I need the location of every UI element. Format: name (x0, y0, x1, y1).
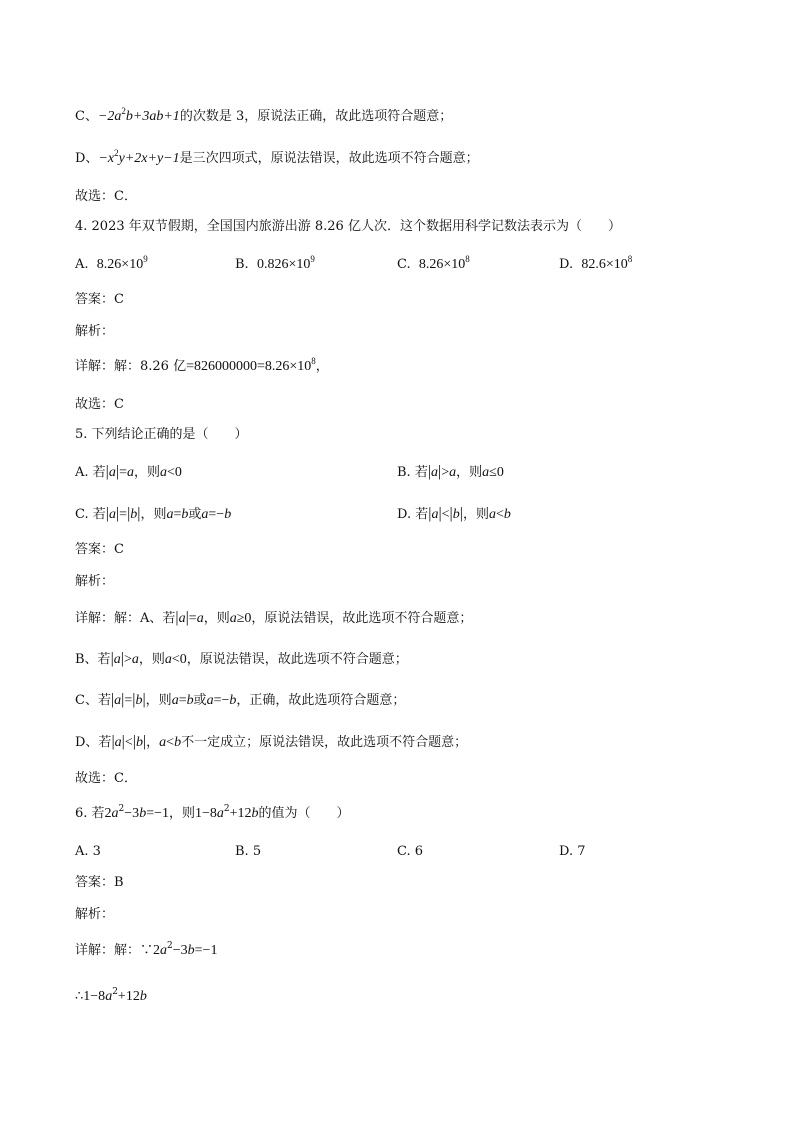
q5-option-b[interactable]: B. 若|a|>a，则a≤0 (397, 463, 504, 480)
q6-option-a[interactable]: A. 3 (75, 844, 101, 859)
q5-detail-c: C、若|a|=|b|，则a=b或a=−b，正确，故此选项符合题意； (75, 691, 406, 708)
q5-option-d[interactable]: D. 若|a|<|b|，则a<b (397, 505, 511, 522)
q6-option-c[interactable]: C. 6 (397, 844, 424, 859)
q5-detail-d: D、若|a|<|b|，a<b不一定成立；原说法错误，故此选项不符合题意； (75, 733, 468, 750)
q3-option-c-explanation (75, 108, 452, 126)
math-expression: $-2a^2b+3ab+1$ (97, 106, 180, 124)
q3-selection: 故选：C． (75, 189, 137, 204)
question-6-stem: 6. 若$2a^2-3b=-1$，则$1-8a^2+12b$的值为（ ） (75, 804, 350, 821)
q5-detail-a: 详解：解：A、若|a|=a，则a≥0，原说法错误，故此选项不符合题意； (75, 609, 473, 626)
q4-option-d[interactable]: D. $82.6\times 10^8$ (559, 254, 633, 272)
question-5-stem: 5. 下列结论正确的是（ ） (75, 427, 248, 442)
q4-option-a[interactable]: A. $8.26\times 10^9$ (75, 254, 148, 272)
q5-answer: 答案：C (75, 542, 124, 557)
q3-option-d-explanation (75, 150, 479, 168)
option-c-prefix: C、 (75, 109, 98, 124)
q4-option-b[interactable]: B. $0.826\times 10^9$ (235, 254, 315, 272)
q5-analysis-label: 解析： (75, 574, 115, 589)
q5-selection: 故选：C． (75, 771, 137, 786)
explanation-text: 是三次四项式，原说法错误，故此选项不符合题意； (179, 151, 479, 166)
q4-answer: 答案：C (75, 292, 124, 307)
q5-option-a[interactable]: A. 若|a|=a，则a<0 (75, 463, 182, 480)
q4-option-c[interactable]: C. $8.26\times 10^8$ (397, 254, 470, 272)
q5-detail-b: B、若|a|>a，则a<0，原说法错误，故此选项不符合题意； (75, 650, 408, 667)
question-4-stem: 4. 2023 年双节假期，全国国内旅游出游 8.26 亿人次．这个数据用科学记数法表示为（ ） (75, 219, 621, 234)
q6-answer: 答案：B (75, 875, 124, 890)
explanation-text: 的次数是 3，原说法正确，故此选项符合题意； (179, 109, 453, 124)
q4-selection: 故选：C (75, 397, 124, 412)
math-expression: $-x^2y+2x+y-1$ (98, 148, 180, 166)
q6-analysis-label: 解析： (75, 907, 115, 922)
q5-option-c[interactable]: C. 若|a|=|b|，则a=b或a=−b (75, 505, 232, 522)
q6-detail-2: $\therefore 1-8a^2+12b$ (75, 987, 147, 1004)
q6-option-d[interactable]: D. 7 (559, 844, 586, 859)
q4-analysis-label: 解析： (75, 324, 115, 339)
q4-detail: 详解：解：8.26 亿$=826000000=8.26\times 10^8$， (75, 356, 329, 374)
option-d-prefix: D、 (75, 151, 99, 166)
q6-detail: 详解：解：$\because 2a^2-3b=-1$ (75, 941, 218, 958)
q6-option-b[interactable]: B. 5 (235, 844, 262, 859)
